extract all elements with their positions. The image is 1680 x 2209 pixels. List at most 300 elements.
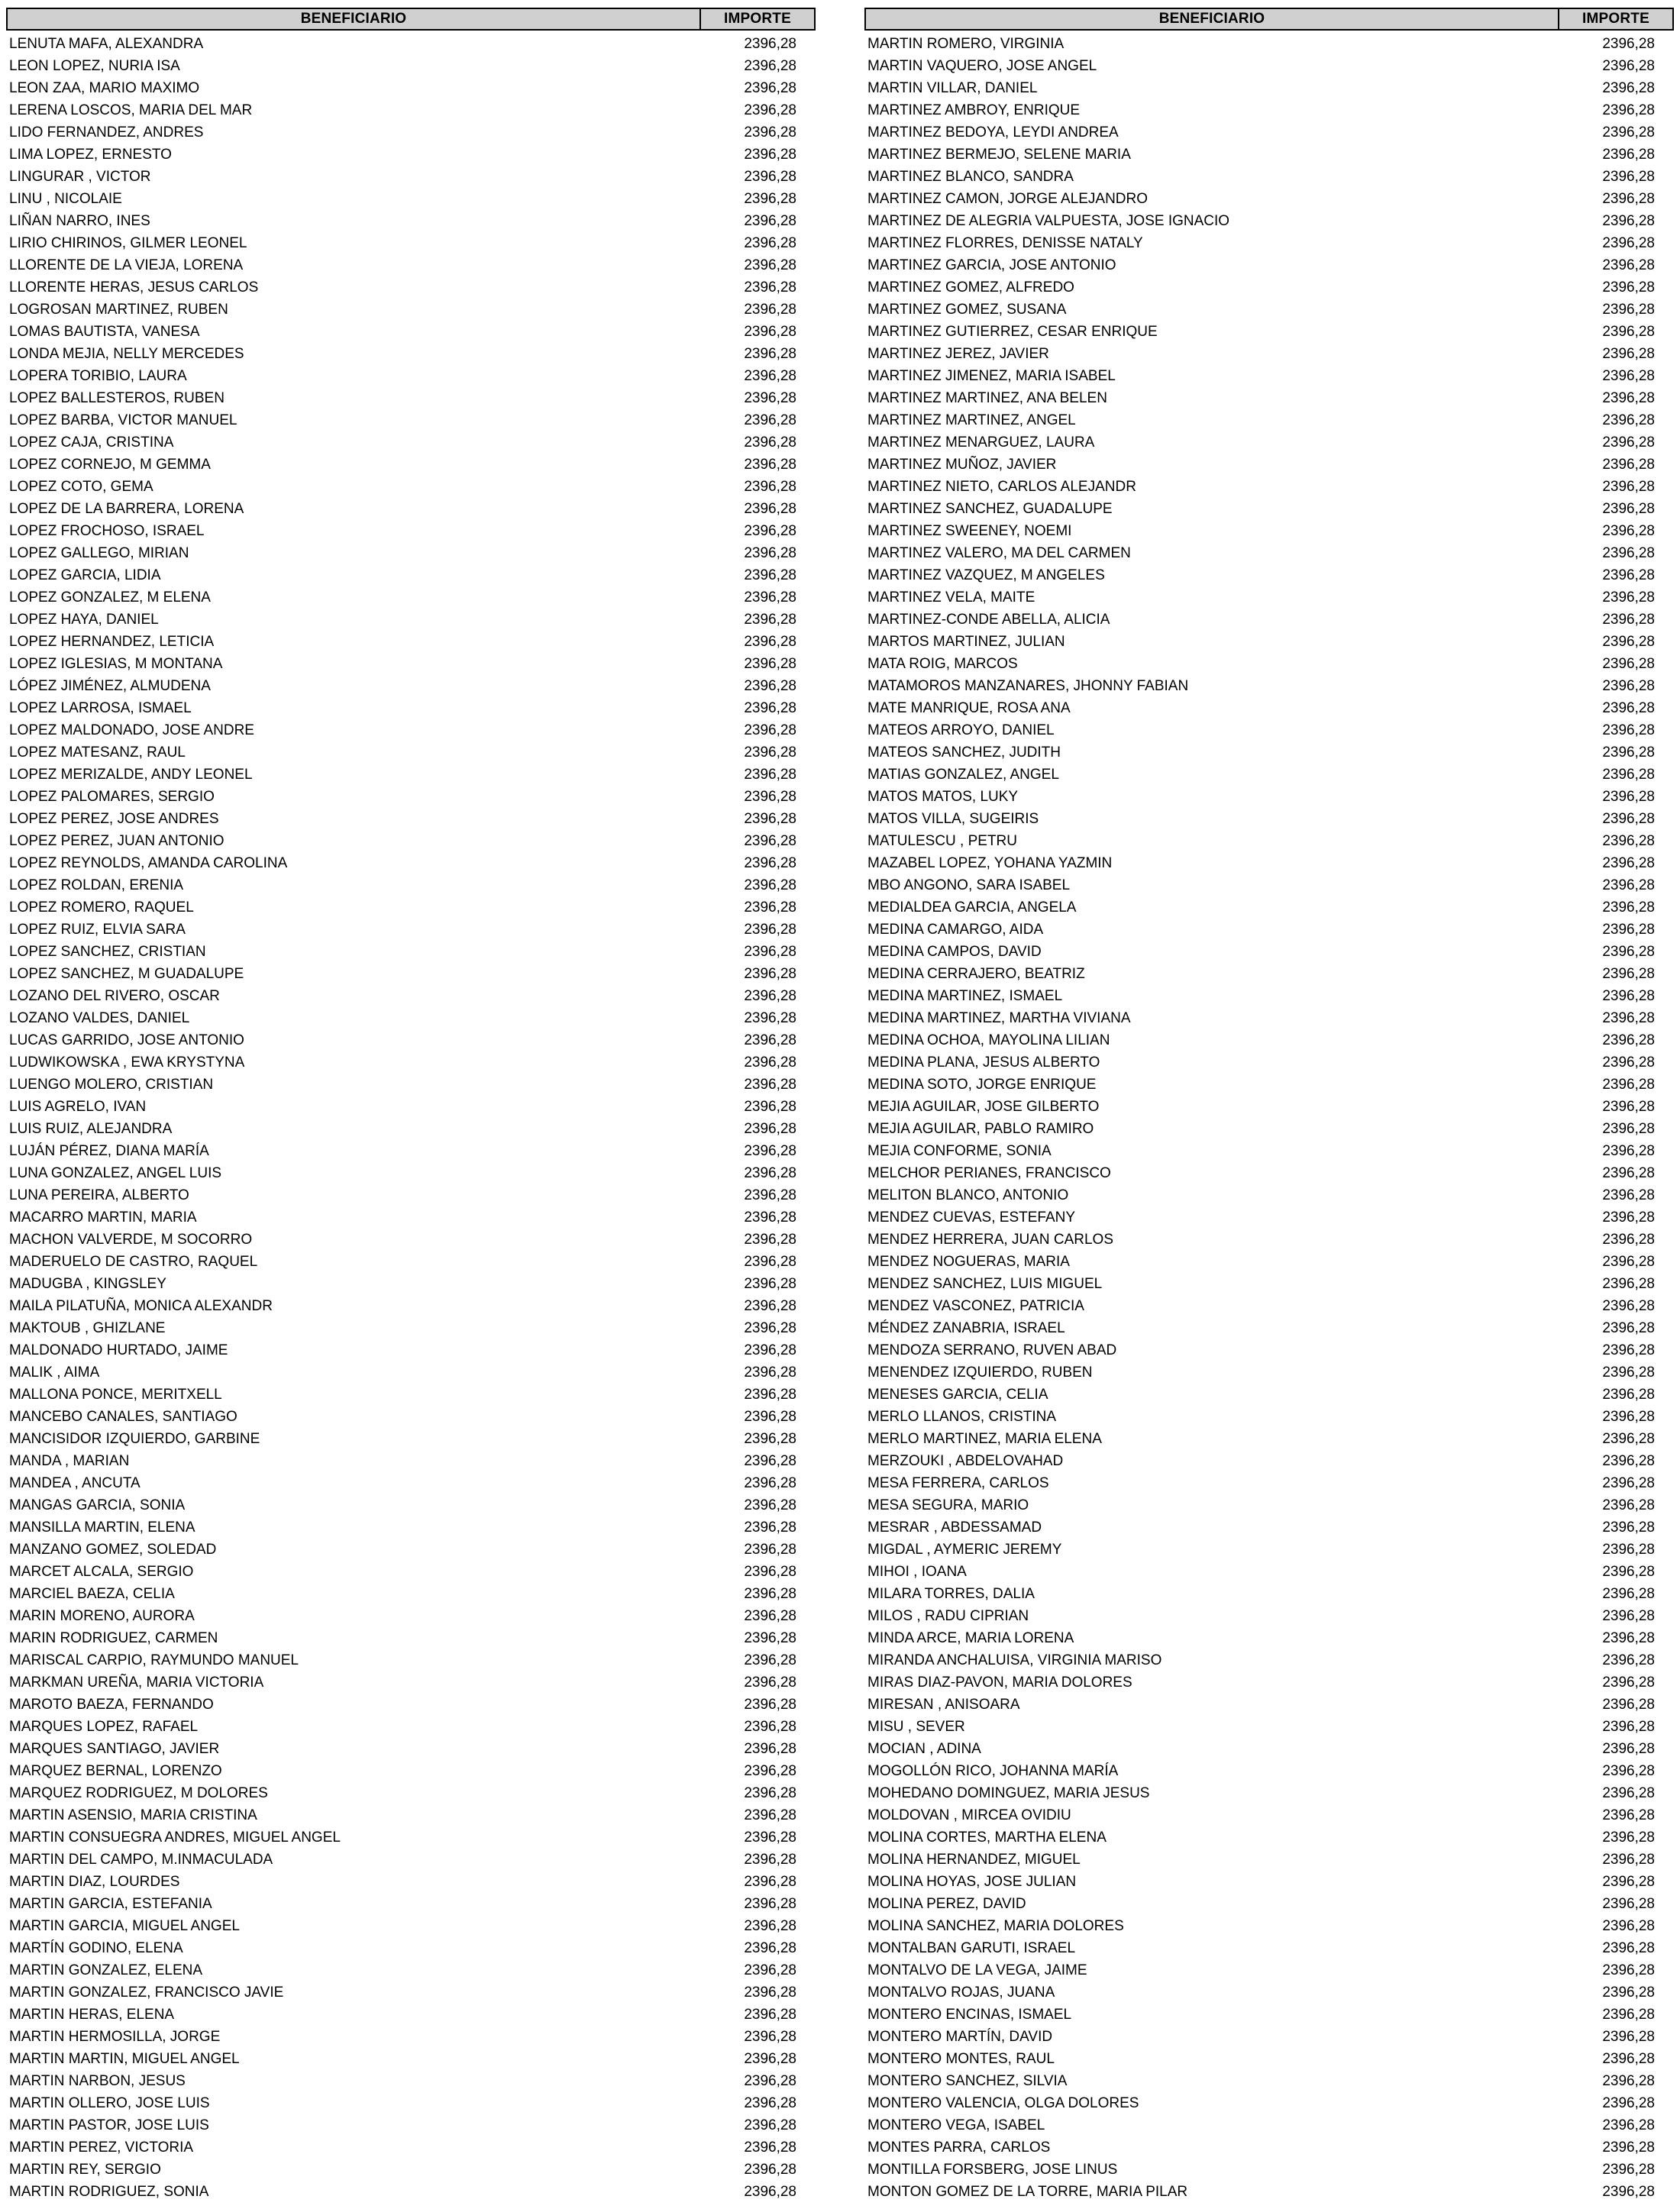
table-row: [865, 609, 1673, 631]
table-row: [865, 2092, 1673, 2114]
amount-value: 2396,28: [1602, 147, 1655, 163]
table-row: [7, 896, 815, 919]
beneficiary-name: LENUTA MAFA, ALEXANDRA: [9, 36, 204, 52]
amount-value: 2396,28: [1602, 1519, 1655, 1536]
table-row: [865, 1738, 1673, 1760]
amount-value: 2396,28: [1602, 1564, 1655, 1580]
beneficiary-name: MARTINEZ FLORRES, DENISSE NATALY: [867, 235, 1143, 251]
beneficiary-name: LIMA LOPEZ, ERNESTO: [9, 147, 172, 163]
amount-value: 2396,28: [1602, 1807, 1655, 1823]
beneficiary-name: LOZANO VALDES, DANIEL: [9, 1010, 190, 1026]
beneficiary-name: MILOS , RADU CIPRIAN: [867, 1608, 1029, 1624]
table-row: [865, 144, 1673, 166]
table-row: [865, 1716, 1673, 1738]
beneficiary-name: MARTINEZ BLANCO, SANDRA: [867, 169, 1074, 185]
table-row: [865, 276, 1673, 299]
beneficiary-name: MAILA PILATUÑA, MONICA ALEXANDR: [9, 1298, 273, 1314]
table-row: [865, 2048, 1673, 2070]
amount-value: 2396,28: [1602, 2117, 1655, 2133]
amount-value: 2396,28: [1602, 1099, 1655, 1115]
table-row: [7, 1627, 815, 1649]
table-row: [7, 1118, 815, 1140]
table-row: [865, 1826, 1673, 1849]
beneficiary-name: MARKMAN UREÑA, MARIA VICTORIA: [9, 1675, 264, 1691]
beneficiary-name: LUNA GONZALEZ, ANGEL LUIS: [9, 1165, 222, 1181]
table-row: [7, 254, 815, 276]
table-row: [7, 586, 815, 609]
amount-value: 2396,28: [1602, 1010, 1655, 1026]
table-row: [7, 1361, 815, 1384]
beneficiary-name: MANZANO GOMEZ, SOLEDAD: [9, 1542, 217, 1558]
table-row: [7, 2092, 815, 2114]
beneficiary-name: MIHOI , IOANA: [867, 1564, 967, 1580]
amount-value: 2396,28: [744, 1010, 796, 1026]
beneficiary-name: MARTINEZ GOMEZ, ALFREDO: [867, 279, 1074, 296]
table-row: [865, 498, 1673, 520]
amount-value: 2396,28: [744, 1586, 796, 1602]
amount-value: 2396,28: [1602, 877, 1655, 893]
table-row: [7, 985, 815, 1007]
amount-value: 2396,28: [744, 789, 796, 805]
table-row: [7, 1472, 815, 1494]
amount-value: 2396,28: [744, 2184, 796, 2200]
amount-value: 2396,28: [1602, 457, 1655, 473]
amount-value: 2396,28: [744, 213, 796, 229]
amount-value: 2396,28: [1602, 1962, 1655, 1978]
beneficiary-name: MARTINEZ JIMENEZ, MARIA ISABEL: [867, 368, 1116, 384]
beneficiary-name: MALLONA PONCE, MERITXELL: [9, 1387, 222, 1403]
amount-value: 2396,28: [1602, 1364, 1655, 1381]
amount-value: 2396,28: [744, 479, 796, 495]
amount-value: 2396,28: [744, 1519, 796, 1536]
amount-value: 2396,28: [744, 36, 796, 52]
amount-value: 2396,28: [1602, 1608, 1655, 1624]
beneficiary-name: LOPEZ HERNANDEZ, LETICIA: [9, 634, 215, 650]
table-row: [7, 1384, 815, 1406]
amount-value: 2396,28: [744, 922, 796, 938]
beneficiary-name: LIDO FERNANDEZ, ANDRES: [9, 124, 204, 140]
table-row: [865, 2181, 1673, 2203]
table-row: [865, 1074, 1673, 1096]
beneficiary-name: MANDEA , ANCUTA: [9, 1475, 141, 1491]
table-row: [7, 830, 815, 852]
beneficiary-name: MILARA TORRES, DALIA: [867, 1586, 1035, 1602]
amount-value: 2396,28: [1602, 2162, 1655, 2178]
table-row: [865, 1694, 1673, 1716]
amount-value: 2396,28: [1602, 1785, 1655, 1801]
amount-value: 2396,28: [1602, 988, 1655, 1004]
table-row: [7, 1760, 815, 1782]
table-row: [7, 786, 815, 808]
amount-value: 2396,28: [1602, 324, 1655, 340]
amount-value: 2396,28: [744, 1254, 796, 1270]
table-row: [7, 276, 815, 299]
table-row: [7, 1915, 815, 1937]
amount-value: 2396,28: [1602, 36, 1655, 52]
table-row: [865, 1450, 1673, 1472]
table-row: [7, 520, 815, 542]
beneficiary-name: LIÑAN NARRO, INES: [9, 213, 150, 229]
beneficiary-name: LUCAS GARRIDO, JOSE ANTONIO: [9, 1032, 244, 1048]
table-row: [865, 520, 1673, 542]
beneficiary-name: MARTINEZ-CONDE ABELLA, ALICIA: [867, 612, 1110, 628]
amount-value: 2396,28: [744, 1165, 796, 1181]
amount-value: 2396,28: [744, 1475, 796, 1491]
table-row: [7, 1871, 815, 1893]
table-row: [865, 254, 1673, 276]
beneficiary-name: MENDEZ NOGUERAS, MARIA: [867, 1254, 1070, 1270]
beneficiary-name: MARTIN GONZALEZ, FRANCISCO JAVIE: [9, 1985, 284, 2001]
column-header-importe: IMPORTE: [1559, 8, 1673, 30]
beneficiary-name: MARTIN ASENSIO, MARIA CRISTINA: [9, 1807, 257, 1823]
beneficiary-name: MIRAS DIAZ-PAVON, MARIA DOLORES: [867, 1675, 1132, 1691]
amount-value: 2396,28: [744, 2162, 796, 2178]
amount-value: 2396,28: [744, 523, 796, 539]
beneficiary-name: LUNA PEREIRA, ALBERTO: [9, 1187, 189, 1203]
table-row: [865, 1118, 1673, 1140]
table-head-left: [7, 8, 815, 30]
amount-value: 2396,28: [1602, 589, 1655, 606]
amount-value: 2396,28: [744, 1054, 796, 1071]
amount-value: 2396,28: [744, 302, 796, 318]
table-row: [7, 1738, 815, 1760]
table-row: [865, 1096, 1673, 1118]
table-row: [865, 30, 1673, 55]
amount-value: 2396,28: [1602, 1342, 1655, 1358]
table-row: [7, 1229, 815, 1251]
table-row: [7, 30, 815, 55]
beneficiary-name: MADERUELO DE CASTRO, RAQUEL: [9, 1254, 258, 1270]
amount-value: 2396,28: [744, 634, 796, 650]
amount-value: 2396,28: [744, 1675, 796, 1691]
table-row: [865, 454, 1673, 476]
table-row: [7, 1981, 815, 2004]
beneficiary-name: MERLO LLANOS, CRISTINA: [867, 1409, 1057, 1425]
beneficiary-name: MOLINA PEREZ, DAVID: [867, 1896, 1026, 1912]
table-row: [865, 874, 1673, 896]
beneficiary-name: MARQUEZ RODRIGUEZ, M DOLORES: [9, 1785, 268, 1801]
amount-value: 2396,28: [1602, 169, 1655, 185]
beneficiary-name: MARTIN GONZALEZ, ELENA: [9, 1962, 203, 1978]
beneficiary-name: LUIS AGRELO, IVAN: [9, 1099, 147, 1115]
amount-value: 2396,28: [1602, 1453, 1655, 1469]
beneficiary-name: MEDINA MARTINEZ, MARTHA VIVIANA: [867, 1010, 1131, 1026]
amount-value: 2396,28: [1602, 1121, 1655, 1137]
table-row: [7, 1162, 815, 1184]
table-row: [7, 1295, 815, 1317]
table-row: [865, 2159, 1673, 2181]
table-row: [865, 985, 1673, 1007]
amount-value: 2396,28: [1602, 1586, 1655, 1602]
table-row: [865, 1671, 1673, 1694]
table-row: [7, 476, 815, 498]
table-row: [865, 343, 1673, 365]
beneficiary-name: LUENGO MOLERO, CRISTIAN: [9, 1077, 214, 1093]
beneficiary-name: MAKTOUB , GHIZLANE: [9, 1320, 166, 1336]
amount-value: 2396,28: [1602, 1298, 1655, 1314]
amount-value: 2396,28: [1602, 1054, 1655, 1071]
amount-value: 2396,28: [744, 412, 796, 428]
beneficiary-name: MENDEZ CUEVAS, ESTEFANY: [867, 1209, 1076, 1226]
amount-value: 2396,28: [744, 2140, 796, 2156]
amount-value: 2396,28: [1602, 2029, 1655, 2045]
table-row: [865, 1959, 1673, 1981]
table-row: [865, 1539, 1673, 1561]
amount-value: 2396,28: [1602, 2007, 1655, 2023]
amount-value: 2396,28: [744, 988, 796, 1004]
table-row: [865, 387, 1673, 409]
beneficiary-name: LOPEZ SANCHEZ, M GUADALUPE: [9, 966, 244, 982]
amount-value: 2396,28: [1602, 1276, 1655, 1292]
table-row: [7, 1539, 815, 1561]
amount-value: 2396,28: [744, 1431, 796, 1447]
beneficiary-name: MARTIN GARCIA, ESTEFANIA: [9, 1896, 212, 1912]
amount-value: 2396,28: [1602, 899, 1655, 916]
table-row: [7, 498, 815, 520]
table-row: [865, 409, 1673, 431]
beneficiary-name: LOPEZ HAYA, DANIEL: [9, 612, 159, 628]
table-row: [7, 1694, 815, 1716]
beneficiary-name: MISU , SEVER: [867, 1719, 965, 1735]
amount-value: 2396,28: [1602, 545, 1655, 561]
amount-value: 2396,28: [744, 877, 796, 893]
table-row: [7, 1782, 815, 1804]
amount-value: 2396,28: [744, 434, 796, 451]
beneficiary-name: MONTALVO DE LA VEGA, JAIME: [867, 1962, 1087, 1978]
table-row: [7, 1317, 815, 1339]
amount-value: 2396,28: [1602, 1232, 1655, 1248]
table-row: [7, 764, 815, 786]
beneficiary-name: MARTIN OLLERO, JOSE LUIS: [9, 2095, 210, 2111]
beneficiary-name: MESA FERRERA, CARLOS: [867, 1475, 1049, 1491]
amount-value: 2396,28: [744, 1364, 796, 1381]
table-row: [865, 1893, 1673, 1915]
table-row: [865, 896, 1673, 919]
amount-value: 2396,28: [1602, 1254, 1655, 1270]
amount-value: 2396,28: [1602, 1697, 1655, 1713]
table-row: [7, 1140, 815, 1162]
amount-value: 2396,28: [744, 1652, 796, 1668]
beneficiary-name: MEDINA PLANA, JESUS ALBERTO: [867, 1054, 1100, 1071]
amount-value: 2396,28: [744, 1077, 796, 1093]
amount-value: 2396,28: [744, 191, 796, 207]
beneficiary-name: MARTINEZ SANCHEZ, GUADALUPE: [867, 501, 1113, 517]
beneficiary-name: MATEOS ARROYO, DANIEL: [867, 722, 1055, 738]
table-row: [865, 121, 1673, 144]
amount-value: 2396,28: [744, 324, 796, 340]
amount-value: 2396,28: [1602, 1652, 1655, 1668]
amount-value: 2396,28: [744, 811, 796, 827]
table-row: [865, 697, 1673, 719]
beneficiary-name: MINDA ARCE, MARIA LORENA: [867, 1630, 1074, 1646]
amount-value: 2396,28: [744, 235, 796, 251]
beneficiary-name: MANGAS GARCIA, SONIA: [9, 1497, 186, 1513]
amount-value: 2396,28: [1602, 567, 1655, 583]
table-row: [7, 2026, 815, 2048]
amount-value: 2396,28: [1602, 523, 1655, 539]
amount-value: 2396,28: [744, 1741, 796, 1757]
beneficiary-name: LLORENTE HERAS, JESUS CARLOS: [9, 279, 259, 296]
table-row: [7, 2070, 815, 2092]
table-row: [7, 2181, 815, 2203]
beneficiary-name: LUJÁN PÉREZ, DIANA MARÍA: [9, 1143, 209, 1159]
beneficiary-name: MELITON BLANCO, ANTONIO: [867, 1187, 1069, 1203]
table-row: [865, 1760, 1673, 1782]
table-row: [7, 542, 815, 564]
amount-value: 2396,28: [744, 1209, 796, 1226]
amount-value: 2396,28: [1602, 922, 1655, 938]
amount-value: 2396,28: [744, 1962, 796, 1978]
amount-value: 2396,28: [744, 279, 796, 296]
table-row: [7, 1251, 815, 1273]
beneficiary-name: MOHEDANO DOMINGUEZ, MARIA JESUS: [867, 1785, 1150, 1801]
table-row: [7, 409, 815, 431]
amount-value: 2396,28: [744, 1896, 796, 1912]
table-row: [7, 454, 815, 476]
amount-value: 2396,28: [1602, 1497, 1655, 1513]
amount-value: 2396,28: [1602, 368, 1655, 384]
table-row: [865, 1605, 1673, 1627]
beneficiary-name: MEDINA CAMPOS, DAVID: [867, 944, 1042, 960]
amount-value: 2396,28: [1602, 1763, 1655, 1779]
beneficiary-name: LOPEZ PALOMARES, SERGIO: [9, 789, 215, 805]
beneficiary-name: MACHON VALVERDE, M SOCORRO: [9, 1232, 253, 1248]
amount-value: 2396,28: [744, 147, 796, 163]
amount-value: 2396,28: [744, 2051, 796, 2067]
amount-value: 2396,28: [744, 1918, 796, 1934]
amount-value: 2396,28: [744, 1719, 796, 1735]
table-row: [7, 2004, 815, 2026]
table-row: [865, 653, 1673, 675]
amount-value: 2396,28: [744, 2073, 796, 2089]
amount-value: 2396,28: [744, 1785, 796, 1801]
beneficiary-name: MARTÍN GODINO, ELENA: [9, 1940, 183, 1956]
table-row: [7, 631, 815, 653]
beneficiary-name: MEDIALDEA GARCIA, ANGELA: [867, 899, 1077, 916]
beneficiary-name: MARQUEZ BERNAL, LORENZO: [9, 1763, 222, 1779]
table-row: [7, 144, 815, 166]
table-row: [7, 1716, 815, 1738]
amount-value: 2396,28: [744, 2007, 796, 2023]
beneficiary-name: MESRAR , ABDESSAMAD: [867, 1519, 1042, 1536]
amount-value: 2396,28: [1602, 58, 1655, 74]
table-column-left: [6, 8, 816, 2203]
amount-value: 2396,28: [1602, 257, 1655, 273]
amount-value: 2396,28: [744, 2117, 796, 2133]
beneficiary-name: MONTERO MONTES, RAUL: [867, 2051, 1055, 2067]
beneficiary-name: LOPERA TORIBIO, LAURA: [9, 368, 187, 384]
amount-value: 2396,28: [1602, 124, 1655, 140]
beneficiary-name: MIRESAN , ANISOARA: [867, 1697, 1020, 1713]
amount-value: 2396,28: [744, 124, 796, 140]
table-row: [865, 1981, 1673, 2004]
table-row: [7, 121, 815, 144]
beneficiary-name: MANDA , MARIAN: [9, 1453, 130, 1469]
table-row: [7, 1051, 815, 1074]
beneficiary-table-left: [6, 8, 816, 2203]
table-row: [865, 2026, 1673, 2048]
beneficiary-name: MONTALVO ROJAS, JUANA: [867, 1985, 1055, 2001]
beneficiary-name: MONTERO MARTÍN, DAVID: [867, 2029, 1053, 2045]
amount-value: 2396,28: [744, 767, 796, 783]
table-row: [865, 55, 1673, 77]
amount-value: 2396,28: [744, 257, 796, 273]
amount-value: 2396,28: [1602, 80, 1655, 96]
amount-value: 2396,28: [744, 567, 796, 583]
beneficiary-name: MARTINEZ MENARGUEZ, LAURA: [867, 434, 1095, 451]
table-row: [865, 431, 1673, 454]
table-row: [7, 719, 815, 741]
table-row: [865, 564, 1673, 586]
beneficiary-name: MEJIA AGUILAR, JOSE GILBERTO: [867, 1099, 1100, 1115]
amount-value: 2396,28: [1602, 2184, 1655, 2200]
table-row: [865, 2136, 1673, 2159]
beneficiary-name: MONTERO SANCHEZ, SILVIA: [867, 2073, 1068, 2089]
amount-value: 2396,28: [744, 545, 796, 561]
beneficiary-name: MENDEZ VASCONEZ, PATRICIA: [867, 1298, 1084, 1314]
beneficiary-name: LOPEZ IGLESIAS, M MONTANA: [9, 656, 223, 672]
table-row: [865, 631, 1673, 653]
amount-value: 2396,28: [1602, 744, 1655, 761]
table-row: [865, 1007, 1673, 1029]
table-row: [7, 1074, 815, 1096]
amount-value: 2396,28: [744, 80, 796, 96]
beneficiary-name: MOLINA CORTES, MARTHA ELENA: [867, 1830, 1107, 1846]
beneficiary-name: MARTINEZ VAZQUEZ, M ANGELES: [867, 567, 1105, 583]
beneficiary-name: MANCEBO CANALES, SANTIAGO: [9, 1409, 237, 1425]
beneficiary-name: MOLINA SANCHEZ, MARIA DOLORES: [867, 1918, 1124, 1934]
table-row: [7, 963, 815, 985]
table-row: [865, 852, 1673, 874]
beneficiary-name: MEJIA AGUILAR, PABLO RAMIRO: [867, 1121, 1094, 1137]
beneficiary-name: LOPEZ BALLESTEROS, RUBEN: [9, 390, 225, 406]
beneficiary-name: MONTERO VALENCIA, OLGA DOLORES: [867, 2095, 1139, 2111]
amount-value: 2396,28: [1602, 279, 1655, 296]
beneficiary-name: MARTINEZ VELA, MAITE: [867, 589, 1035, 606]
beneficiary-name: LOPEZ GARCIA, LIDIA: [9, 567, 161, 583]
table-row: [865, 299, 1673, 321]
amount-value: 2396,28: [744, 1409, 796, 1425]
amount-value: 2396,28: [1602, 789, 1655, 805]
amount-value: 2396,28: [1602, 1741, 1655, 1757]
table-row: [865, 232, 1673, 254]
table-row: [7, 1959, 815, 1981]
amount-value: 2396,28: [744, 102, 796, 118]
amount-value: 2396,28: [744, 1276, 796, 1292]
amount-value: 2396,28: [1602, 855, 1655, 871]
beneficiary-name: LIRIO CHIRINOS, GILMER LEONEL: [9, 235, 247, 251]
beneficiary-name: MARTIN DEL CAMPO, M.INMACULADA: [9, 1852, 273, 1868]
table-row: [865, 2114, 1673, 2136]
beneficiary-name: MARTINEZ CAMON, JORGE ALEJANDRO: [867, 191, 1149, 207]
table-row: [865, 1782, 1673, 1804]
table-row: [865, 830, 1673, 852]
table-row: [7, 1937, 815, 1959]
beneficiary-name: MARTINEZ GOMEZ, SUSANA: [867, 302, 1067, 318]
beneficiary-name: MARTIN HERAS, ELENA: [9, 2007, 175, 2023]
beneficiary-name: MERLO MARTINEZ, MARIA ELENA: [867, 1431, 1102, 1447]
amount-value: 2396,28: [1602, 479, 1655, 495]
table-row: [7, 741, 815, 764]
table-row: [7, 1826, 815, 1849]
table-row: [7, 2159, 815, 2181]
table-row: [7, 1206, 815, 1229]
table-row: [865, 1295, 1673, 1317]
amount-value: 2396,28: [1602, 1077, 1655, 1093]
beneficiary-name: LERENA LOSCOS, MARIA DEL MAR: [9, 102, 253, 118]
beneficiary-name: MARTINEZ VALERO, MA DEL CARMEN: [867, 545, 1131, 561]
beneficiary-name: LOZANO DEL RIVERO, OSCAR: [9, 988, 220, 1004]
